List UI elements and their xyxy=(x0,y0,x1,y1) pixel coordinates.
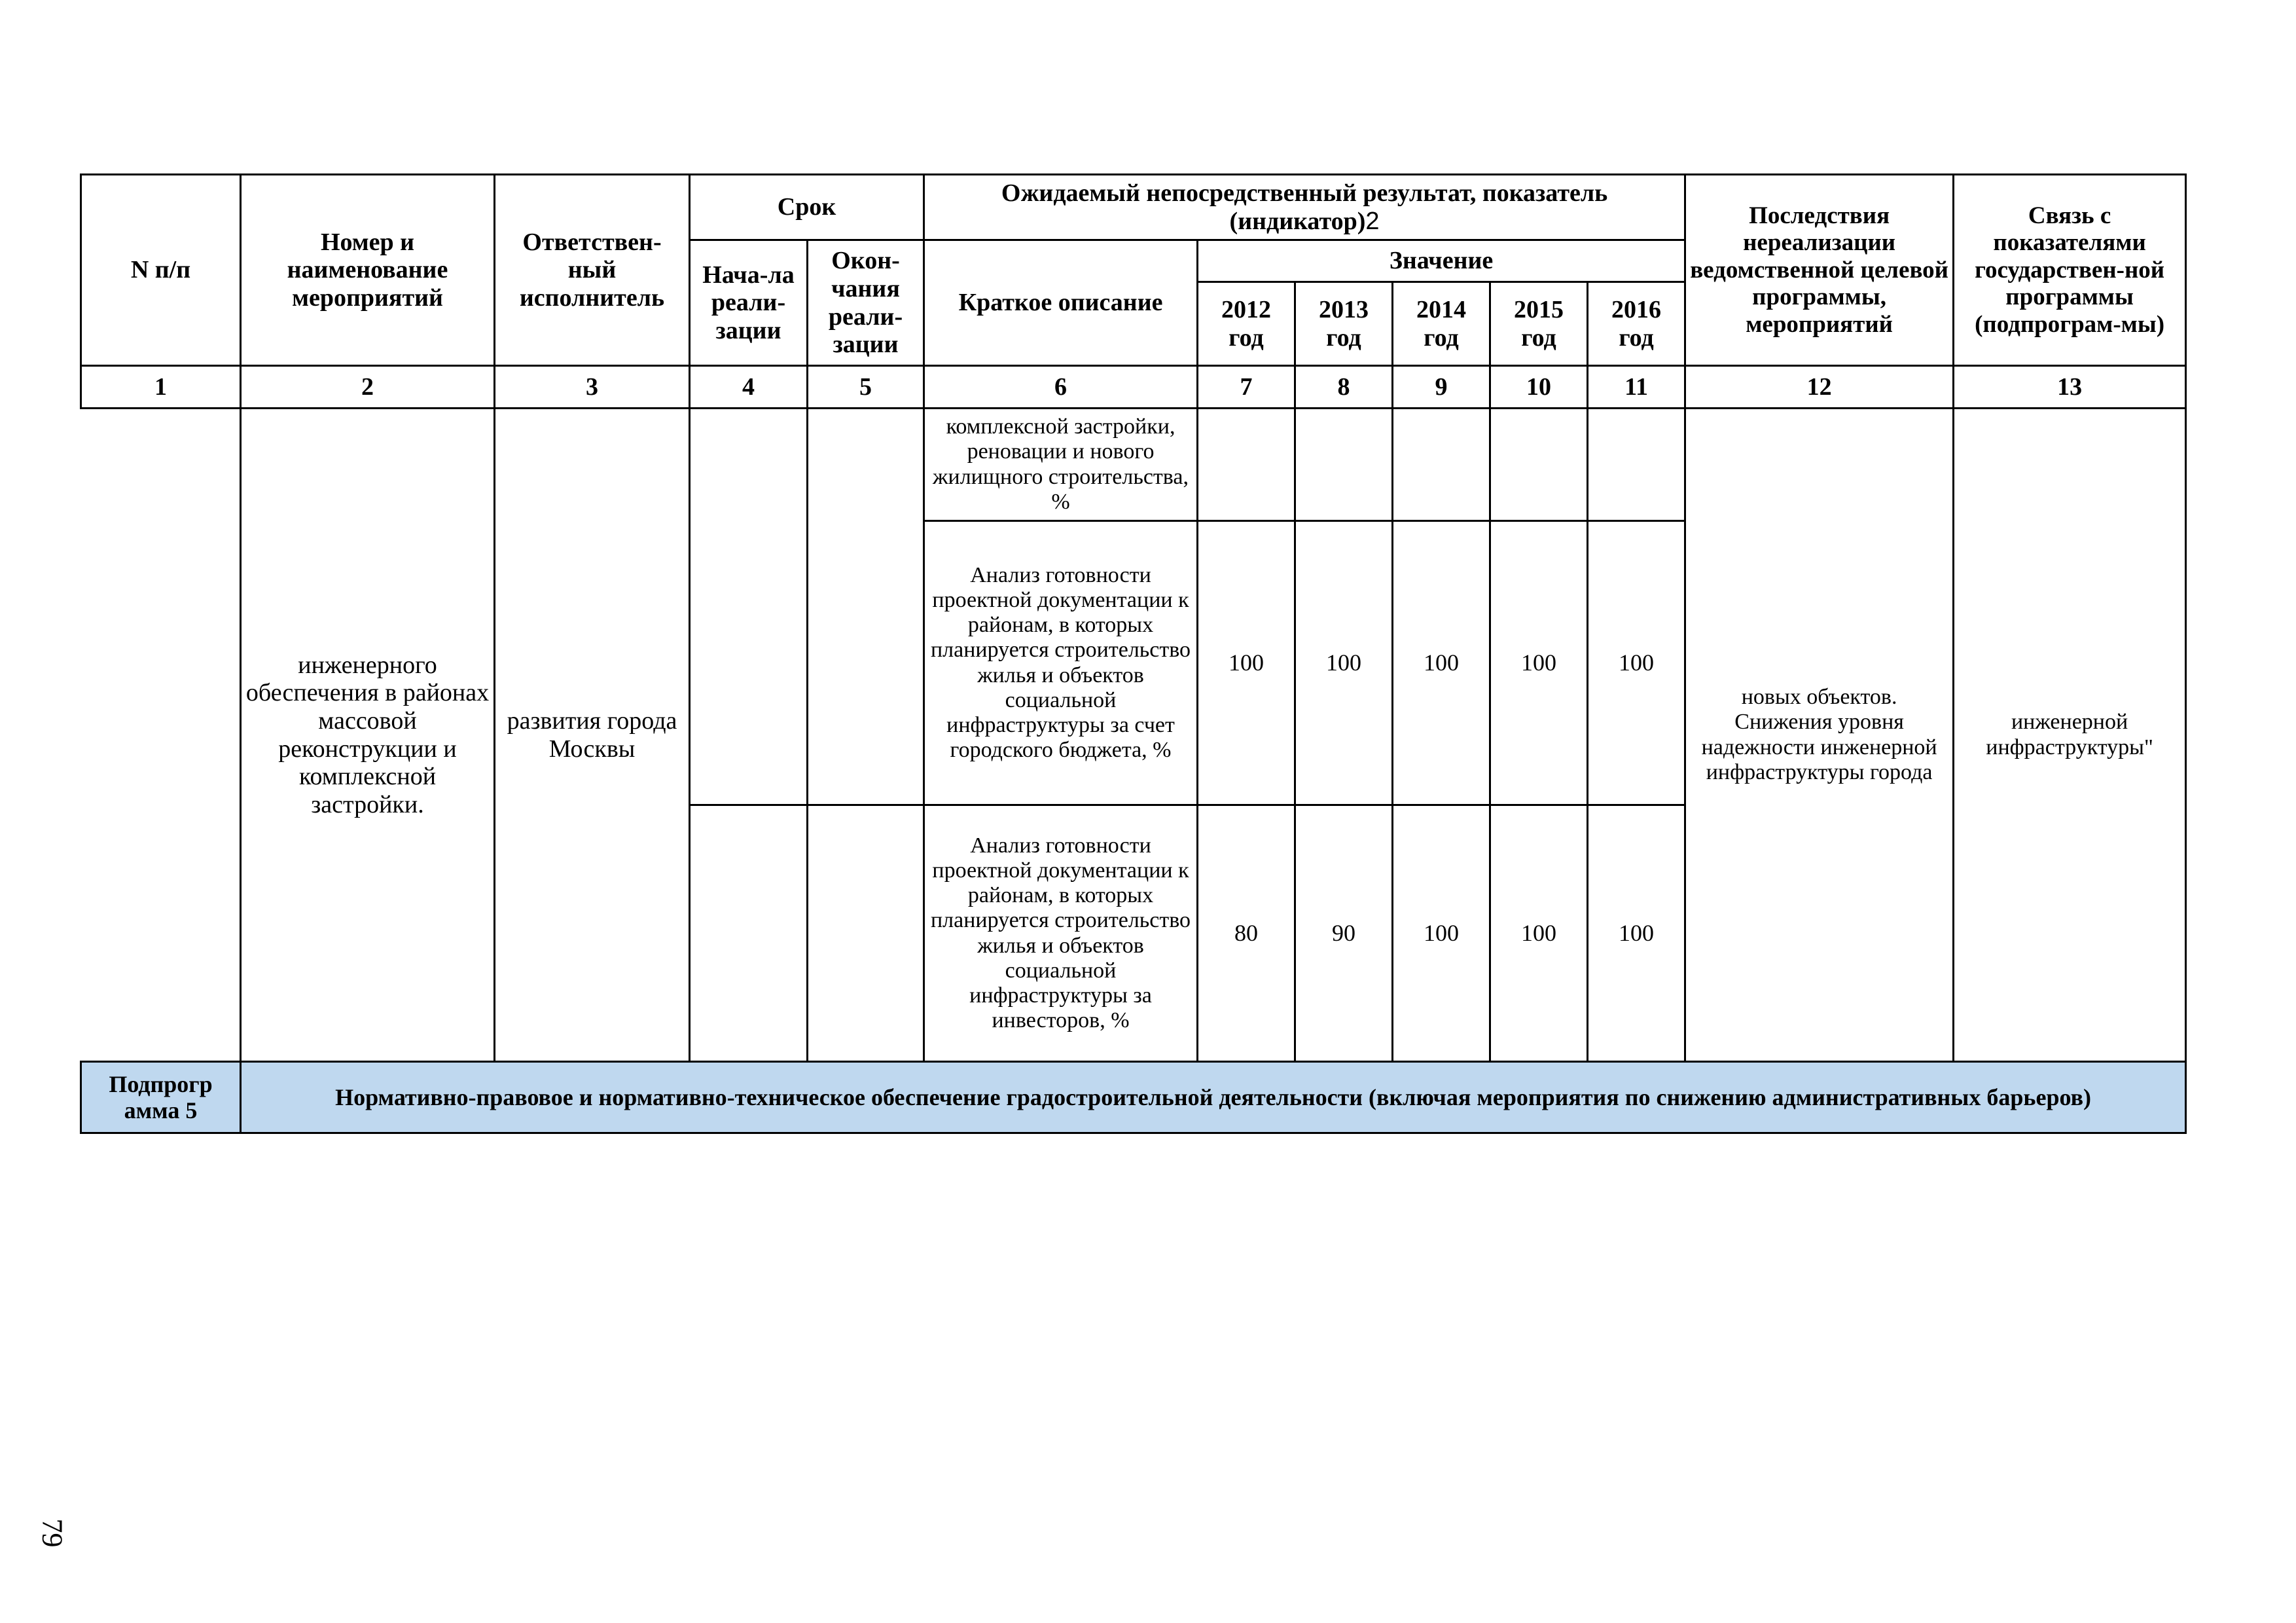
column-number: 3 xyxy=(495,366,690,409)
table-row xyxy=(81,409,2186,521)
value-2012: 80 xyxy=(1198,805,1295,1062)
short-description: Анализ готовности проектной документации к районам, в которых планируется строительство жилья и объектов социальной инфраструктуры за счет городского бюджета, % xyxy=(924,521,1198,805)
value-2013: 100 xyxy=(1295,521,1393,805)
value-2016: 100 xyxy=(1588,521,1685,805)
header-consequences: Последствия нереализации ведомственной целевой программы, мероприятий xyxy=(1685,175,1954,366)
term-start-cell xyxy=(690,409,808,805)
header-term-end: Окон-чания реали-зации xyxy=(808,240,924,366)
header-year-2014: 2014 год xyxy=(1393,282,1490,366)
column-number: 10 xyxy=(1490,366,1588,409)
value-2013 xyxy=(1295,409,1393,521)
row-number-cell xyxy=(81,409,241,1062)
value-2013: 90 xyxy=(1295,805,1393,1062)
consequences: новых объектов. Снижения уровня надежности инженерной инфраструктуры города xyxy=(1685,409,1954,1062)
measure-name: инженерного обеспечения в районах массовой реконструкции и комплексной застройки. xyxy=(241,409,495,1062)
header-link: Связь с показателями государствен-ной программы (подпрограм-мы) xyxy=(1954,175,2186,366)
header-result xyxy=(924,175,1685,240)
program-link: инженерной инфраструктуры" xyxy=(1954,409,2186,1062)
header-result-text: Ожидаемый непосредственный результат, показатель (индикатор) xyxy=(1001,179,1608,235)
header-value: Значение xyxy=(1198,240,1685,282)
header-result-suffix: 2 xyxy=(1365,207,1380,235)
term-end-cell xyxy=(808,805,924,1062)
column-number: 9 xyxy=(1393,366,1490,409)
value-2012 xyxy=(1198,409,1295,521)
short-description: Анализ готовности проектной документации к районам, в которых планируется строительство жилья и объектов социальной инфраструктуры за инвесторов, % xyxy=(924,805,1198,1062)
term-start-cell xyxy=(690,805,808,1062)
short-description: комплексной застройки, реновации и нового жилищного строительства, % xyxy=(924,409,1198,521)
value-2015: 100 xyxy=(1490,521,1588,805)
header-year-2012: 2012 год xyxy=(1198,282,1295,366)
header-year-2013: 2013 год xyxy=(1295,282,1393,366)
measures-table xyxy=(80,173,2187,1134)
column-numbers-row xyxy=(81,366,2186,409)
column-number: 13 xyxy=(1954,366,2186,409)
column-number: 1 xyxy=(81,366,241,409)
column-number: 5 xyxy=(808,366,924,409)
value-2015: 100 xyxy=(1490,805,1588,1062)
column-number: 2 xyxy=(241,366,495,409)
value-2016: 100 xyxy=(1588,805,1685,1062)
value-2015 xyxy=(1490,409,1588,521)
term-end-cell xyxy=(808,409,924,805)
column-number: 6 xyxy=(924,366,1198,409)
column-number: 12 xyxy=(1685,366,1954,409)
value-2016 xyxy=(1588,409,1685,521)
subprogram-title: Нормативно-правовое и нормативно-техническое обеспечение градостроительной деятельности (включая мероприятия по снижению административных барьеров) xyxy=(241,1062,2186,1133)
column-number: 4 xyxy=(690,366,808,409)
header-term-start: Нача-ла реали-зации xyxy=(690,240,808,366)
column-number: 11 xyxy=(1588,366,1685,409)
header-num: N п/п xyxy=(81,175,241,366)
value-2014: 100 xyxy=(1393,805,1490,1062)
header-responsible: Ответствен-ный исполнитель xyxy=(495,175,690,366)
page-number: 79 xyxy=(36,1518,69,1548)
header-year-2015: 2015 год xyxy=(1490,282,1588,366)
column-number: 8 xyxy=(1295,366,1393,409)
header-short-desc: Краткое описание xyxy=(924,240,1198,366)
value-2014: 100 xyxy=(1393,521,1490,805)
header-term: Срок xyxy=(690,175,924,240)
subprogram-row xyxy=(81,1062,2186,1133)
header-name: Номер и наименование мероприятий xyxy=(241,175,495,366)
value-2014 xyxy=(1393,409,1490,521)
header-year-2016: 2016 год xyxy=(1588,282,1685,366)
responsible-executor: развития города Москвы xyxy=(495,409,690,1062)
value-2012: 100 xyxy=(1198,521,1295,805)
column-number: 7 xyxy=(1198,366,1295,409)
subprogram-label: Подпрогр амма 5 xyxy=(81,1062,241,1133)
